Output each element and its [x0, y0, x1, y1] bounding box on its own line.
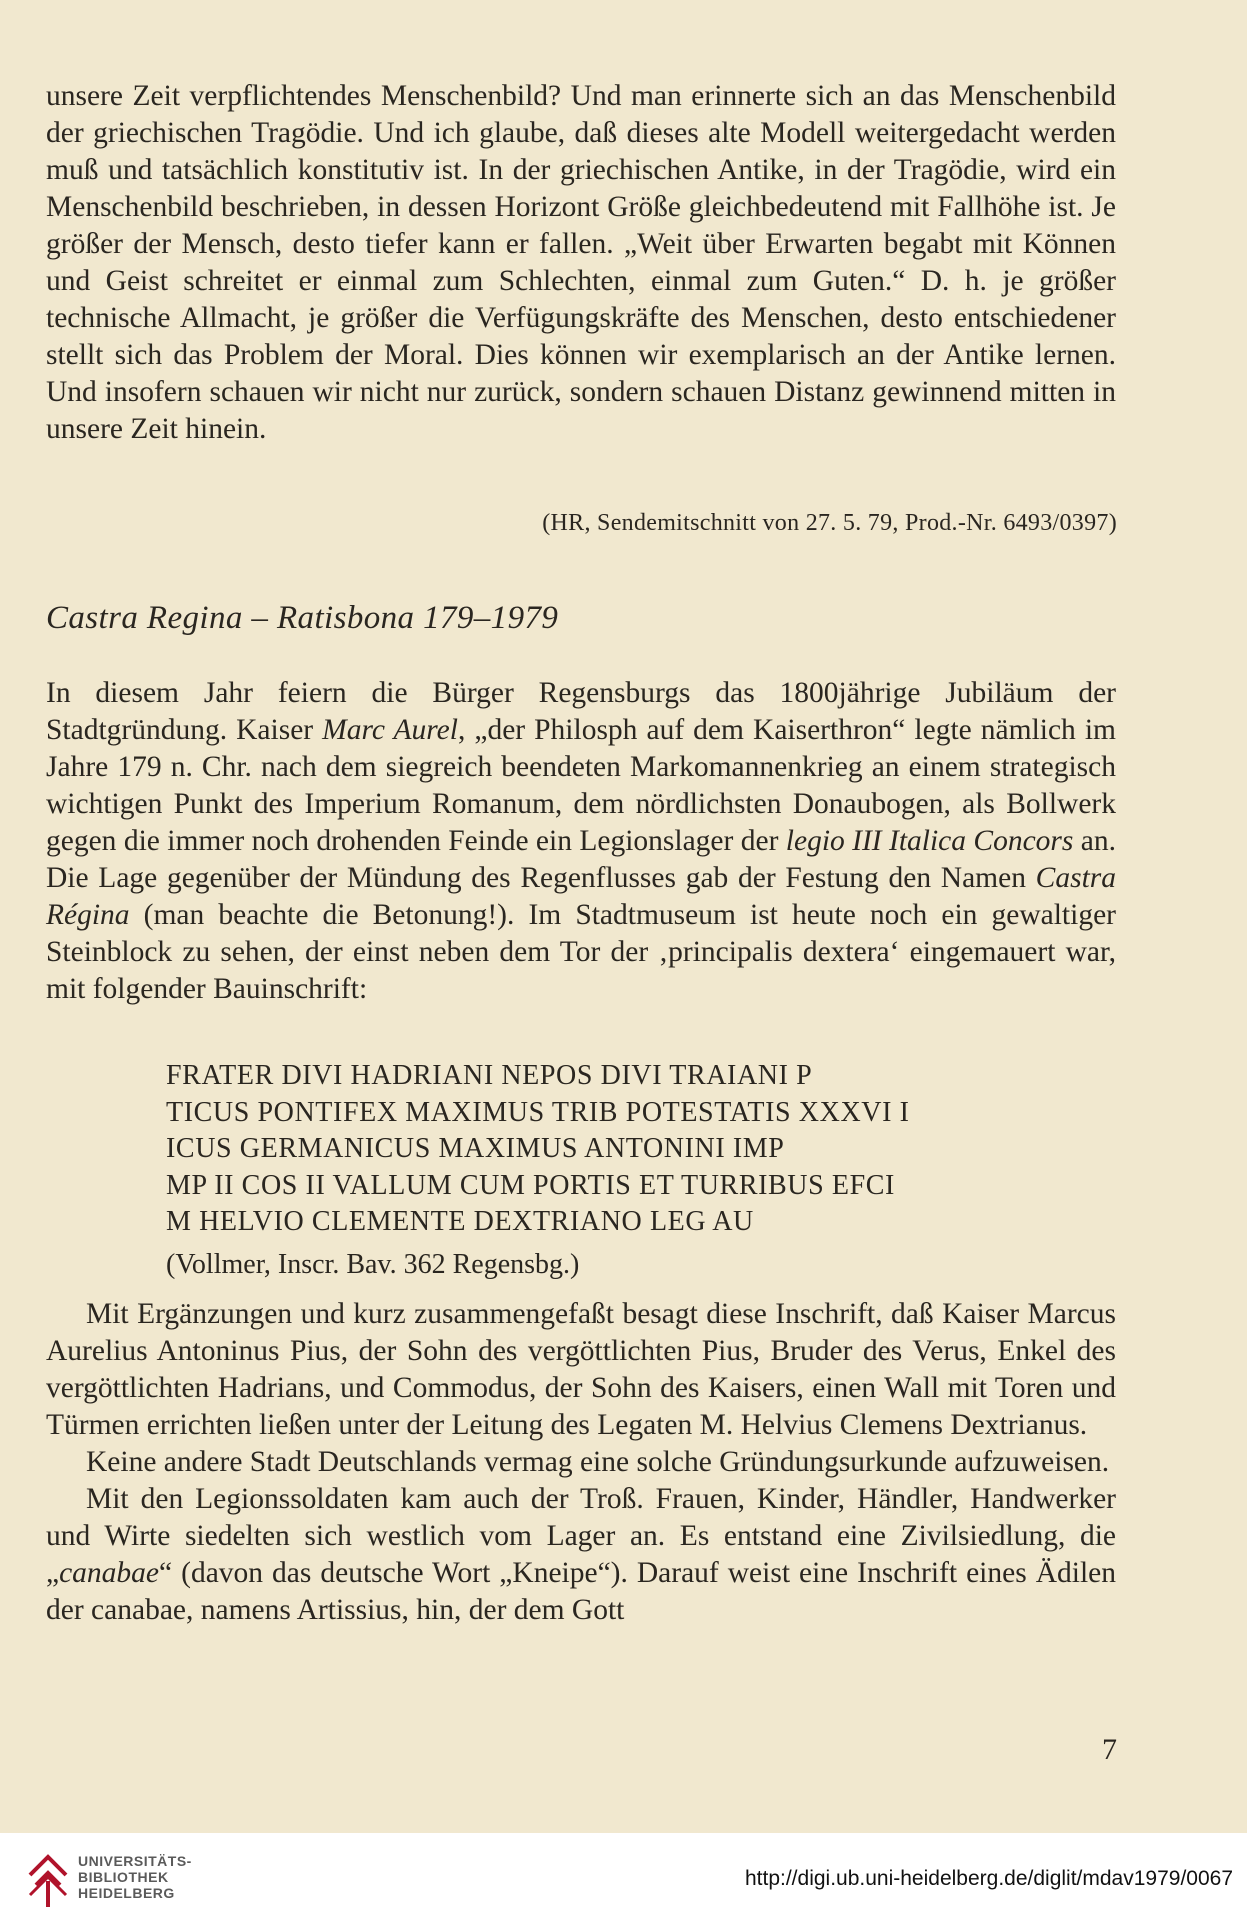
text-run: Mit den Legionssoldaten kam auch der Troß. Frauen, Kinder, Händler, Handwerker und Wirte siedelten sich westlich vom Lager an. Es entstand eine Zivilsiedlung, die „ — [46, 1483, 1116, 1589]
inscription-line: FRATER DIVI HADRIANI NEPOS DIVI TRAIANI P — [166, 1060, 813, 1091]
permalink-url[interactable]: http://digi.ub.uni-heidelberg.de/diglit/mdav1979/0067 — [744, 1867, 1233, 1890]
inscription-line: MP II COS II VALLUM CUM PORTIS ET TURRIBUS EFCI — [166, 1169, 895, 1201]
library-name-line: UNIVERSITÄTS- — [78, 1853, 192, 1869]
text-run: (man beachte die Betonung!). Im Stadtmuseum ist heute noch ein gewaltiger Steinblock zu sehen, der einst neben dem Tor der ‚principalis dextera‘ eingemauert war, mit folgender Bauinschrift: — [46, 899, 1116, 1005]
italic-run: Castra Régina — [46, 862, 1116, 931]
italic-run: canabae — [59, 1557, 160, 1589]
library-name — [78, 1853, 192, 1901]
italic-run: Marc Aurel — [322, 714, 458, 746]
paragraph-settlement — [46, 1481, 1116, 1629]
italic-run: legio III Italica Concors — [785, 825, 1074, 857]
page-number: 7 — [1102, 1733, 1117, 1766]
text-run: In diesem Jahr feiern die Bürger Regensburgs das 1800jährige Jubiläum der Stadtgründung. Kaiser — [46, 677, 1116, 746]
paragraph-intro — [46, 78, 1116, 448]
paragraph-summary: Mit Ergänzungen und kurz zusammengefaßt besagt diese Inschrift, daß Kaiser Marcus Aurelius Antoninus Pius, der Sohn des vergöttlichten Pius, Bruder des Verus, Enkel des vergöttlichten Hadrians, und Commodus, der Sohn des Kaisers, einen Wall mit Toren und Türmen errichten ließen unter der Leitung des Legaten M. Helvius Clemens Dextrianus. — [46, 1298, 1116, 1441]
section-heading: Castra Regina – Ratisbona 179–1979 — [46, 600, 559, 636]
inscription-line: M HELVIO CLEMENTE DEXTRIANO LEG AU — [166, 1206, 754, 1237]
source-citation: (HR, Sendemitschnitt von 27. 5. 79, Prod.-Nr. 6493/0397) — [542, 510, 1117, 536]
library-name-line: HEIDELBERG — [78, 1885, 175, 1901]
text-run: an. Die Lage gegenüber der Mündung des Regenflusses gab der Festung den Namen — [46, 825, 1116, 894]
paragraph-group — [46, 1296, 1116, 1629]
library-name-line: BIBLIOTHEK — [78, 1869, 169, 1885]
latin-inscription — [166, 1058, 1066, 1241]
text-run: “ (davon das deutsche Wort „Kneipe“). Darauf weist eine Inschrift eines Ädilen der canabae, namens Artissius, hin, der dem Gott — [46, 1557, 1116, 1626]
paragraph-founding — [46, 675, 1116, 1008]
text-run: , „der Philosph auf dem Kaiserthron“ legte nämlich im Jahre 179 n. Chr. nach dem siegreich beendeten Markomannenkrieg an einem strategisch wichtigen Punkt des Imperium Romanum, dem nördlichsten Donaubogen, als Bollwerk gegen die immer noch drohenden Feinde ein Legionslager der — [46, 714, 1116, 857]
library-logo-icon — [26, 1845, 70, 1911]
paragraph-text: unsere Zeit verpflichtendes Menschenbild? Und man erinnerte sich an das Menschenbild der griechischen Tragödie. Und ich glaube, daß dieses alte Modell weitergedacht werden muß und tatsächlich konstitutiv ist. In der griechischen Antike, in der Tragödie, wird ein Menschenbild beschrieben, in dessen Horizont Größe gleichbedeutend mit Fallhöhe ist. Je größer der Mensch, desto tiefer kann er fallen. „Weit über Erwarten begabt mit Können und Geist schreitet er einmal zum Schlechten, einmal zum Guten.“ D. h. je größer technische Allmacht, je größer die Verfügungskräfte des Menschen, desto entschiedener stellt sich das Problem der Moral. Dies können wir exemplarisch an der Antike lernen. Und insofern schauen wir nicht nur zurück, sondern schauen Distanz gewinnend mitten in unsere Zeit hinein. — [46, 80, 1116, 445]
inscription-citation: (Vollmer, Inscr. Bav. 362 Regensbg.) — [166, 1249, 580, 1280]
inscription-line: TICUS PONTIFEX MAXIMUS TRIB POTESTATIS XXXVI I — [166, 1096, 910, 1128]
inscription-line: ICUS GERMANICUS MAXIMUS ANTONINI IMP — [166, 1133, 785, 1164]
library-footer — [0, 1833, 1247, 1928]
paragraph-uniqueness: Keine andere Stadt Deutschlands vermag eine solche Gründungsurkunde aufzuweisen. — [86, 1446, 1110, 1478]
